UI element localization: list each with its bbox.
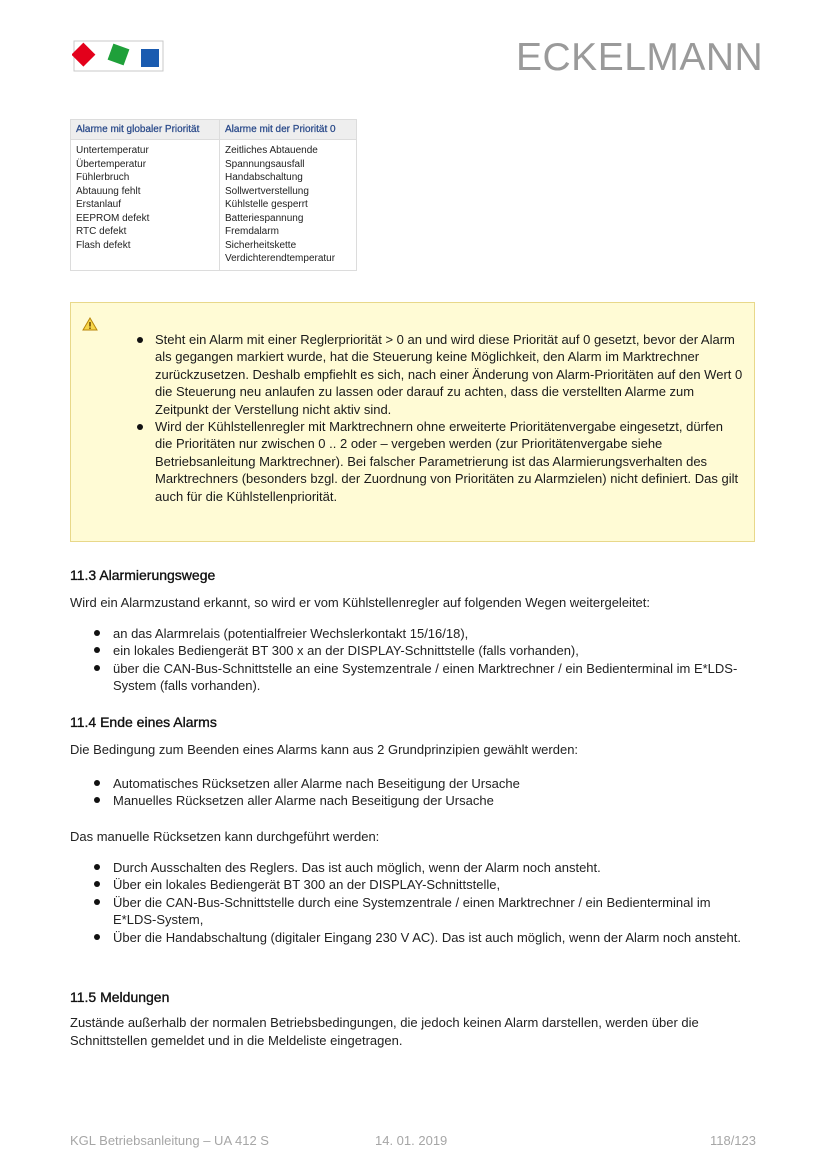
list-item: über die CAN-Bus-Schnittstelle an eine Systemzentrale / einen Marktrechner / ein Bedienterminal im E*LDS-System (falls vorhanden). xyxy=(89,660,757,695)
paragraph: Die Bedingung zum Beenden eines Alarms kann aus 2 Grundprinzipien gewählt werden: xyxy=(70,742,579,757)
paragraph: Das manuelle Rücksetzen kann durchgeführt werden: xyxy=(70,829,380,844)
alarm-priority-table xyxy=(70,119,357,271)
list-item: Verdichterendtemperatur xyxy=(225,253,336,264)
list-item: Automatisches Rücksetzen aller Alarme nach Beseitigung der Ursache xyxy=(89,775,757,792)
manual-reset-list xyxy=(89,859,757,946)
list-item: Über die Handabschaltung (digitaler Eingang 230 V AC). Das ist auch möglich, wenn der Alarm noch ansteht. xyxy=(89,929,757,946)
heading-11-3: 11.3 Alarmierungswege xyxy=(70,567,216,583)
brand-name: ECKELMANN xyxy=(516,36,764,79)
list-item: an das Alarmrelais (potentialfreier Wechslerkontakt 15/16/18), xyxy=(89,625,757,642)
list-item: Untertemperatur xyxy=(76,145,149,156)
warning-box xyxy=(70,302,755,542)
list-item: ein lokales Bediengerät BT 300 x an der DISPLAY-Schnittstelle (falls vorhanden), xyxy=(89,642,757,659)
list-item: Zeitliches Abtauende xyxy=(225,145,318,156)
list-item: Spannungsausfall xyxy=(225,158,305,170)
footer-date: 14. 01. 2019 xyxy=(375,1133,448,1148)
heading-11-5: 11.5 Meldungen xyxy=(70,989,170,1005)
list-item: Erstanlauf xyxy=(76,199,122,210)
list-item: Sollwertverstellung xyxy=(225,185,309,197)
list-item: EEPROM defekt xyxy=(76,212,150,224)
alarm-routes-list xyxy=(89,625,757,695)
table-cell-global-list xyxy=(71,140,220,271)
list-item: Fremdalarm xyxy=(225,226,279,237)
warning-item: Wird der Kühlstellenregler mit Marktrechnern ohne erweiterte Prioritätenvergabe eingesetzt, dürfen die Prioritäten nur zwischen 0 .. 2 oder – vergeben werden (zur Prioritätenvergabe siehe Betriebsanleitung Marktrechner). Bei falscher Parametrierung ist das Alarmierungsverhalten des Marktrechners (besonders bzgl. der Zuordnung von Prioritäten zu Alarmzielen) nicht definiert. Das gilt auch für die Kühlstellenpriorität. xyxy=(137,418,743,505)
footer-document-title: KGL Betriebsanleitung – UA 412 S xyxy=(70,1133,269,1148)
list-item: Manuelles Rücksetzen aller Alarme nach Beseitigung der Ursache xyxy=(89,792,757,809)
warning-triangle-icon xyxy=(82,317,98,331)
list-item: Kühlstelle gesperrt xyxy=(225,199,308,210)
list-item: Übertemperatur xyxy=(76,158,147,170)
list-item: Über ein lokales Bediengerät BT 300 an der DISPLAY-Schnittstelle, xyxy=(89,876,757,893)
paragraph: Wird ein Alarmzustand erkannt, so wird er vom Kühlstellenregler auf folgenden Wegen weitergeleitet: xyxy=(70,595,651,610)
reset-principles-list xyxy=(89,775,757,810)
table-header-global: Alarme mit globaler Priorität xyxy=(71,120,220,140)
eckelmann-logo xyxy=(72,40,164,72)
warning-list xyxy=(137,331,743,505)
list-item: Abtauung fehlt xyxy=(76,185,141,197)
footer-page-number: 118/123 xyxy=(709,1133,756,1148)
list-item: Batteriespannung xyxy=(225,212,304,224)
list-item: Über die CAN-Bus-Schnittstelle durch eine Systemzentrale / einen Marktrechner / ein Bedienterminal im E*LDS-System, xyxy=(89,894,757,929)
heading-11-4: 11.4 Ende eines Alarms xyxy=(70,714,217,730)
paragraph: Zustände außerhalb der normalen Betriebsbedingungen, die jedoch keinen Alarm darstellen, werden über die Schnittstellen gemeldet und in die Meldeliste eingetragen. xyxy=(70,1015,699,1048)
list-item: Fühlerbruch xyxy=(76,172,130,183)
warning-item: Steht ein Alarm mit einer Reglerpriorität > 0 an und wird diese Priorität auf 0 gesetzt, bevor der Alarm als gegangen markiert wurde, hat die Steuerung keine Möglichkeit, den Alarm im Marktrechner zurückzusetzen. Deshalb empfiehlt es sich, nach einer Änderung von Alarm-Prioritäten auf den Wert 0 die Steuerung neu anlaufen zu lassen oder darauf zu achten, dass die verstellten Alarme zum Zeitpunkt der Verstellung nicht aktiv sind. xyxy=(137,331,743,418)
table-cell-priority0-list xyxy=(220,140,357,271)
list-item: RTC defekt xyxy=(76,226,127,237)
list-item: Durch Ausschalten des Reglers. Das ist auch möglich, wenn der Alarm noch ansteht. xyxy=(89,859,757,876)
table-header-priority0: Alarme mit der Priorität 0 xyxy=(220,120,357,140)
list-item: Handabschaltung xyxy=(225,172,303,183)
list-item: Flash defekt xyxy=(76,239,131,251)
list-item: Sicherheitskette xyxy=(225,239,297,251)
